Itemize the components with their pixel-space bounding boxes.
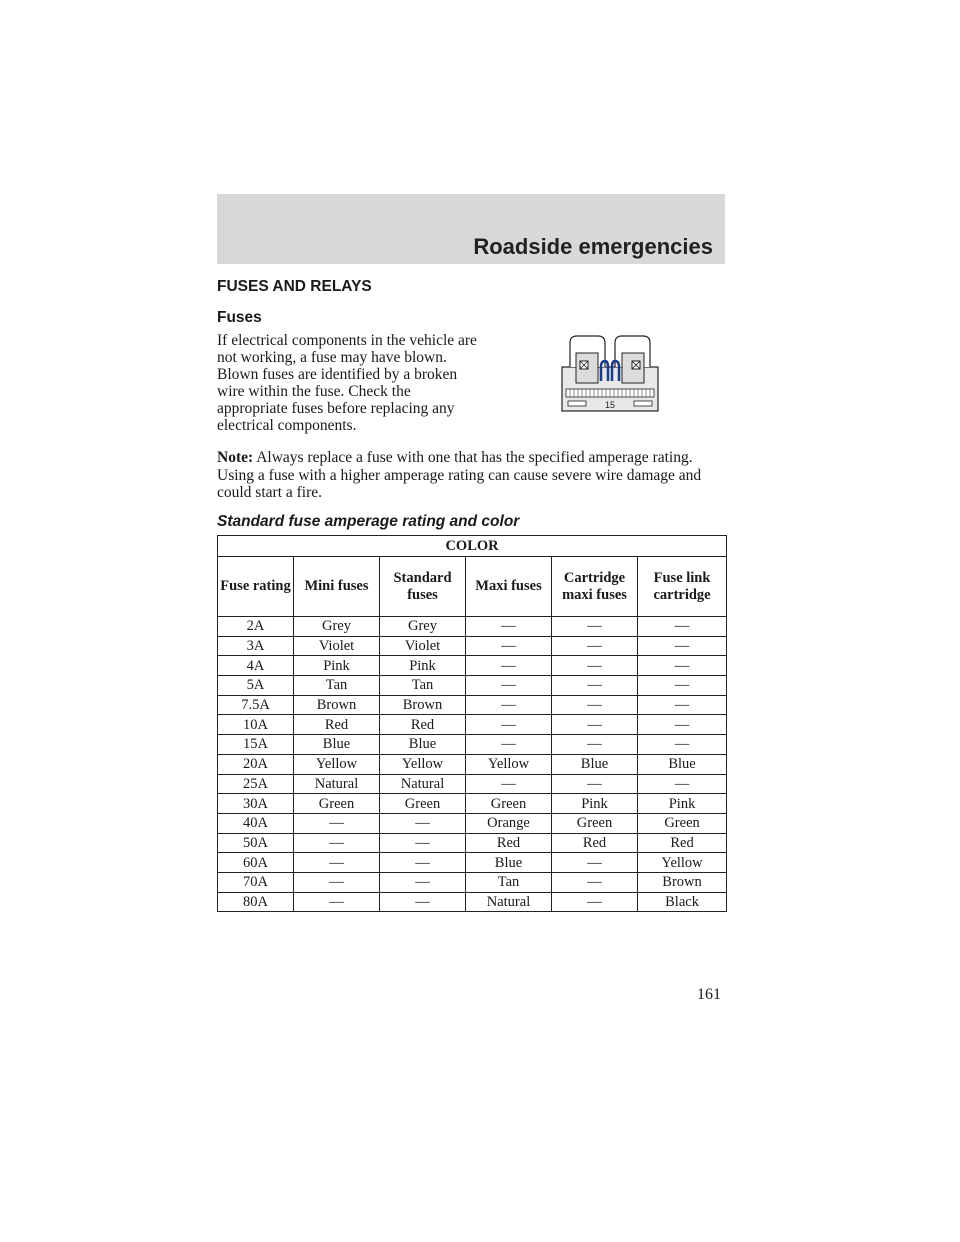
table-cell: Tan (466, 872, 552, 892)
color-group-header: COLOR (218, 536, 727, 557)
table-cell: 70A (218, 872, 294, 892)
table-cell: Blue (380, 735, 466, 755)
table-cell: Blue (552, 754, 638, 774)
fuse-illustration (560, 333, 660, 413)
table-cell: Violet (294, 636, 380, 656)
table-cell: Brown (380, 695, 466, 715)
table-row (218, 833, 727, 853)
table-cell: — (552, 676, 638, 696)
table-cell: — (466, 695, 552, 715)
table-cell: Black (638, 892, 727, 912)
table-cell: — (466, 774, 552, 794)
table-cell: Blue (294, 735, 380, 755)
table-cell: Blue (638, 754, 727, 774)
table-cell: Pink (294, 656, 380, 676)
section-title: FUSES AND RELAYS (217, 278, 372, 295)
fuse-color-table (217, 535, 727, 912)
table-cell: 5A (218, 676, 294, 696)
table-cell: — (466, 636, 552, 656)
header-band (217, 194, 725, 264)
table-cell: — (380, 872, 466, 892)
table-cell: — (466, 617, 552, 637)
table-cell: — (294, 833, 380, 853)
table-cell: Natural (466, 892, 552, 912)
table-cell: Pink (638, 794, 727, 814)
table-cell: Yellow (638, 853, 727, 873)
table-cell: 60A (218, 853, 294, 873)
table-cell: Yellow (294, 754, 380, 774)
table-cell: — (552, 872, 638, 892)
table-cell: Natural (294, 774, 380, 794)
table-cell: — (552, 892, 638, 912)
table-row (218, 872, 727, 892)
column-header: Fuse rating (218, 557, 294, 617)
table-cell: Green (380, 794, 466, 814)
table-cell: Tan (294, 676, 380, 696)
table-cell: — (638, 617, 727, 637)
table-cell: — (380, 892, 466, 912)
table-cell: 30A (218, 794, 294, 814)
table-cell: — (552, 715, 638, 735)
subsection-title: Fuses (217, 309, 262, 326)
table-row (218, 853, 727, 873)
table-cell: 7.5A (218, 695, 294, 715)
table-row (218, 676, 727, 696)
table-row (218, 735, 727, 755)
table-cell: — (294, 892, 380, 912)
table-cell: Green (638, 813, 727, 833)
table-cell: Yellow (380, 754, 466, 774)
table-cell: 3A (218, 636, 294, 656)
table-row (218, 754, 727, 774)
table-cell: — (552, 735, 638, 755)
table-cell: Pink (552, 794, 638, 814)
column-header: Fuse link cartridge (638, 557, 727, 617)
table-cell: — (552, 853, 638, 873)
table-row (218, 617, 727, 637)
table-cell: — (552, 695, 638, 715)
note-label: Note: (217, 449, 254, 466)
table-cell: Green (294, 794, 380, 814)
table-cell: — (294, 813, 380, 833)
table-cell: — (380, 853, 466, 873)
column-header: Standard fuses (380, 557, 466, 617)
table-title: Standard fuse amperage rating and color (217, 513, 520, 530)
intro-paragraph: If electrical components in the vehicle are not working, a fuse may have blown. Blown fuses are identified by a broken wire within the fuse. Check the appropriate fuses before replacing any electrical components. (217, 332, 477, 434)
table-row (218, 892, 727, 912)
column-header: Mini fuses (294, 557, 380, 617)
table-cell: Orange (466, 813, 552, 833)
table-cell: Brown (638, 872, 727, 892)
table-cell: — (638, 715, 727, 735)
table-cell: Red (294, 715, 380, 735)
table-cell: — (638, 695, 727, 715)
table-cell: Pink (380, 656, 466, 676)
table-cell: 20A (218, 754, 294, 774)
table-cell: Blue (466, 853, 552, 873)
table-row (218, 695, 727, 715)
table-cell: 2A (218, 617, 294, 637)
table-cell: — (294, 872, 380, 892)
table-cell: — (552, 774, 638, 794)
table-row (218, 715, 727, 735)
table-cell: — (638, 774, 727, 794)
table-cell: — (294, 853, 380, 873)
table-cell: Grey (380, 617, 466, 637)
table-cell: Natural (380, 774, 466, 794)
column-header: Cartridge maxi fuses (552, 557, 638, 617)
column-header: Maxi fuses (466, 557, 552, 617)
table-cell: — (638, 735, 727, 755)
page-number: 161 (697, 986, 721, 1003)
table-cell: Red (638, 833, 727, 853)
table-cell: — (466, 735, 552, 755)
table-cell: Red (380, 715, 466, 735)
table-row (218, 813, 727, 833)
table-row (218, 774, 727, 794)
table-cell: — (552, 636, 638, 656)
table-cell: Brown (294, 695, 380, 715)
table-cell: Violet (380, 636, 466, 656)
table-row (218, 794, 727, 814)
table-cell: — (380, 833, 466, 853)
table-cell: — (638, 636, 727, 656)
table-cell: — (638, 656, 727, 676)
table-cell: 80A (218, 892, 294, 912)
table-cell: Red (552, 833, 638, 853)
table-cell: Green (466, 794, 552, 814)
table-cell: — (552, 656, 638, 676)
header-title: Roadside emergencies (473, 234, 713, 259)
table-cell: — (466, 676, 552, 696)
table-cell: — (466, 656, 552, 676)
table-cell: Tan (380, 676, 466, 696)
table-cell: — (380, 813, 466, 833)
table-cell: 15A (218, 735, 294, 755)
table-cell: 40A (218, 813, 294, 833)
table-cell: Green (552, 813, 638, 833)
table-cell: Yellow (466, 754, 552, 774)
table-row (218, 656, 727, 676)
table-cell: — (552, 617, 638, 637)
fuse-rating-label: 15 (604, 400, 616, 410)
table-cell: Red (466, 833, 552, 853)
table-cell: — (638, 676, 727, 696)
table-cell: 50A (218, 833, 294, 853)
note-paragraph (217, 449, 727, 502)
table-cell: 10A (218, 715, 294, 735)
table-cell: 25A (218, 774, 294, 794)
table-cell: Grey (294, 617, 380, 637)
note-text: Always replace a fuse with one that has the specified amperage rating. Using a fuse with a higher amperage rating can cause severe wire damage and could start a fire. (217, 449, 702, 501)
table-cell: — (466, 715, 552, 735)
table-cell: 4A (218, 656, 294, 676)
table-row (218, 636, 727, 656)
